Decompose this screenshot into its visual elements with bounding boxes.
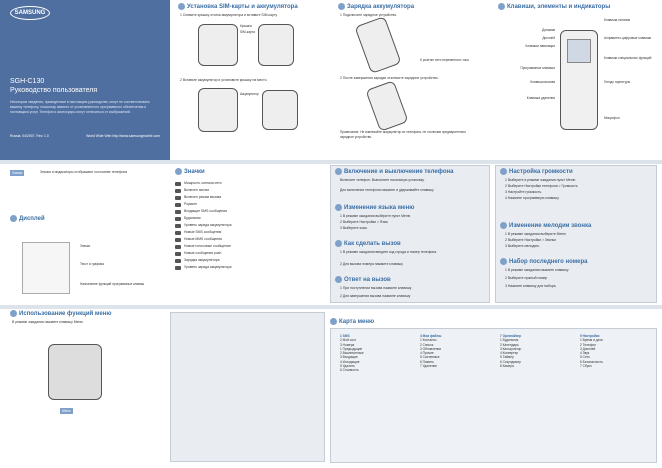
footer-right: World Wide Web http://www.samsungmobile.com <box>86 134 160 138</box>
display-diagram <box>22 242 70 294</box>
ringtone-step: 2 Выберите Настройки > Звонки <box>505 238 556 242</box>
lang-step: 3 Выберите язык. <box>340 226 368 230</box>
divider <box>0 160 662 164</box>
key-label: Микрофон <box>604 116 620 120</box>
volume-step: 4 Нажмите программную клавишу. <box>505 196 560 200</box>
charge-step-1: 1 Подключите зарядное устройство. <box>340 13 398 17</box>
icon-row: Зарядка аккумулятора <box>184 258 220 262</box>
label-battery: Аккумулятор <box>240 92 259 96</box>
key-label: Клавиша удаления <box>526 96 555 100</box>
func-steps-panel <box>170 312 325 462</box>
manual-title: Руководство пользователя <box>10 87 98 94</box>
power-text: Для включения телефона нажмите и удерживайте клавишу <box>340 188 434 192</box>
power-text: Включите телефон. Выполните начальную установку. <box>340 178 425 182</box>
volume-step: 2 Выберите Настройки телефона > Громкость <box>505 184 578 188</box>
icon-row: Новые MMS сообщения <box>184 237 222 241</box>
charge-note: Примечание. Не извлекайте аккумулятор из телефона, не отключив предварительно зарядное устройство. <box>340 130 467 139</box>
icon-row: Уровень заряда аккумулятора <box>184 223 232 227</box>
call-step: 2 Для вызова номера нажмите клавишу <box>340 262 403 266</box>
cover-footer <box>10 134 160 139</box>
lang-step: 1 В режиме ожидания выберите пункт Меню <box>340 214 411 218</box>
key-label: Дисплей <box>542 36 555 40</box>
ringtone-step: 3 Выберите мелодию. <box>505 244 540 248</box>
func-text: В режиме ожидания нажмите клавишу Меню <box>12 320 83 324</box>
label-sim: SIM-карта <box>240 30 255 34</box>
label-cover: Крышка <box>240 24 252 28</box>
icon-row: Уровень заряда аккумулятора <box>184 265 232 269</box>
icon-row: Мощность сигнала сети <box>184 181 222 185</box>
charge-step-2: 2 После завершения зарядки отключите зарядное устройство. <box>340 76 439 80</box>
charge-illustration <box>354 16 401 74</box>
phone-screen <box>567 39 591 63</box>
sim-illustration <box>258 24 294 66</box>
calls-heading: Как сделать вызов <box>335 240 401 247</box>
redial-heading: Набор последнего номера <box>500 258 588 265</box>
menu-col: 1 SMS 2 Мой сост 3 Номера 1 Предыдущие 2 Выключенные 3 Входящие 4 Исходящие 5 Удалить 6 Стоимость <box>340 334 364 373</box>
lang-heading: Изменение языка меню <box>335 204 414 211</box>
battery-illustration <box>198 88 238 132</box>
call-step: 1 В режиме ожидания введите код города и номер телефона. <box>340 250 438 254</box>
display-heading: Дисплей <box>10 215 45 222</box>
key-label: Клавиши навигации <box>525 44 555 48</box>
menu-col: 4 Мои файлы 1 Контакты 2 Список 3 Обновления 4 Прочие 5 Системные 6 Память 7 Удаление <box>420 334 442 369</box>
menu-col: 9 Настройки 1 Время и дата 2 Телефон 3 Дисплей 4 Звук 5 Сеть 6 Безопасность 7 Сброс <box>580 334 603 369</box>
battery-illustration <box>262 90 298 130</box>
icon-row: Входящие SMS сообщения <box>184 209 227 213</box>
menu-col: 7 Органайзер 1 Будильник 2 Календарь 3 Калькулятор 4 Конвертер 5 Таймер 6 Секундомер 8 Камера <box>500 334 522 369</box>
icon-row: Новые сообщения push <box>184 251 222 255</box>
redial-step: 2 Выберите нужный номер <box>505 276 548 280</box>
func-heading: Использование функций меню <box>10 310 111 317</box>
redial-step: 3 Нажмите клавишу для набора. <box>505 284 557 288</box>
answer-step: 2 Для завершения вызова нажмите клавишу <box>340 294 411 298</box>
key-label: Динамик <box>542 28 555 32</box>
power-heading: Включение и выключение телефона <box>335 168 453 175</box>
answer-step: 1 При поступлении вызова нажмите клавишу <box>340 286 412 290</box>
display-note: Значки и индикаторы отображают состояние телефона <box>40 170 128 174</box>
redial-step: 1 В режиме ожидания нажмите клавишу <box>505 268 569 272</box>
footer-left: Russia. 04/2007. Rev. 1.0 <box>10 134 49 138</box>
label-outlet: К розетке сети переменного тока <box>420 58 469 62</box>
icon-row: Включен сигнал <box>184 188 210 192</box>
icon-row: Новые SMS сообщения <box>184 230 222 234</box>
lang-step: 2 Выберите Настройки > Язык <box>340 220 388 224</box>
ringtone-heading: Изменение мелодии звонка <box>500 222 591 229</box>
key-label: Клавиши специальных функций <box>604 56 652 60</box>
display-label: Значки <box>80 244 91 248</box>
menu-badge: Меню <box>62 409 71 413</box>
sim-heading: Установка SIM-карты и аккумулятора <box>178 3 298 10</box>
note-badge: Значки <box>12 171 23 175</box>
model-name: SGH-C130 <box>10 78 45 85</box>
key-label: Клавиша питания <box>604 18 631 22</box>
display-label: Текст и графика <box>80 262 104 266</box>
key-label: Алфавитно-цифровые клавиши <box>604 36 652 40</box>
ringtone-step: 1 В режиме ожидания выберите Меню <box>505 232 566 236</box>
keys-heading: Клавиши, элементы и индикаторы <box>498 3 610 10</box>
sim-step-2: 2 Вставьте аккумулятор и установите крышку на место. <box>180 78 268 82</box>
key-label: Гнездо гарнитуры <box>604 80 631 84</box>
volume-heading: Настройка громкости <box>500 168 573 175</box>
key-label: Программные клавиши <box>520 66 555 70</box>
charge-illustration <box>365 80 408 132</box>
key-label: Клавиша вызова <box>530 80 555 84</box>
samsung-logo: SAMSUNG <box>10 6 50 20</box>
charge-heading: Зарядка аккумулятора <box>338 3 414 10</box>
icon-row: Роуминг <box>184 202 197 206</box>
icons-heading: Значки <box>175 168 205 175</box>
cover-description: Некоторые сведения, приведенные в настоящем руководстве, могут не соответствовать вашему телефону, поскольку зависят от установленного программного обеспечения и поставщика услуг. Телефон и аксессуары могут отличаться от изображений. <box>10 100 150 114</box>
volume-step: 3 Настройте громкость. <box>505 190 543 194</box>
menu-heading: Карта меню <box>330 318 374 325</box>
sim-illustration <box>198 24 238 66</box>
phone-diagram <box>560 30 598 130</box>
answer-heading: Ответ на вызов <box>335 276 391 283</box>
sim-step-1: 1 Снимите крышку отсека аккумулятора и вставьте SIM-карту. <box>180 13 278 17</box>
icon-row: Будильник <box>184 216 201 220</box>
icons-list <box>175 180 315 271</box>
volume-step: 1 Выберите в режиме ожидания пункт Меню <box>505 178 576 182</box>
icon-row: Включен режим вызова <box>184 195 222 199</box>
icon-row: Новые голосовые сообщения <box>184 244 231 248</box>
cover-panel <box>0 0 170 160</box>
keypad-diagram <box>48 344 102 400</box>
divider <box>0 305 662 309</box>
display-label: Назначение функций программных клавиш <box>80 282 145 286</box>
